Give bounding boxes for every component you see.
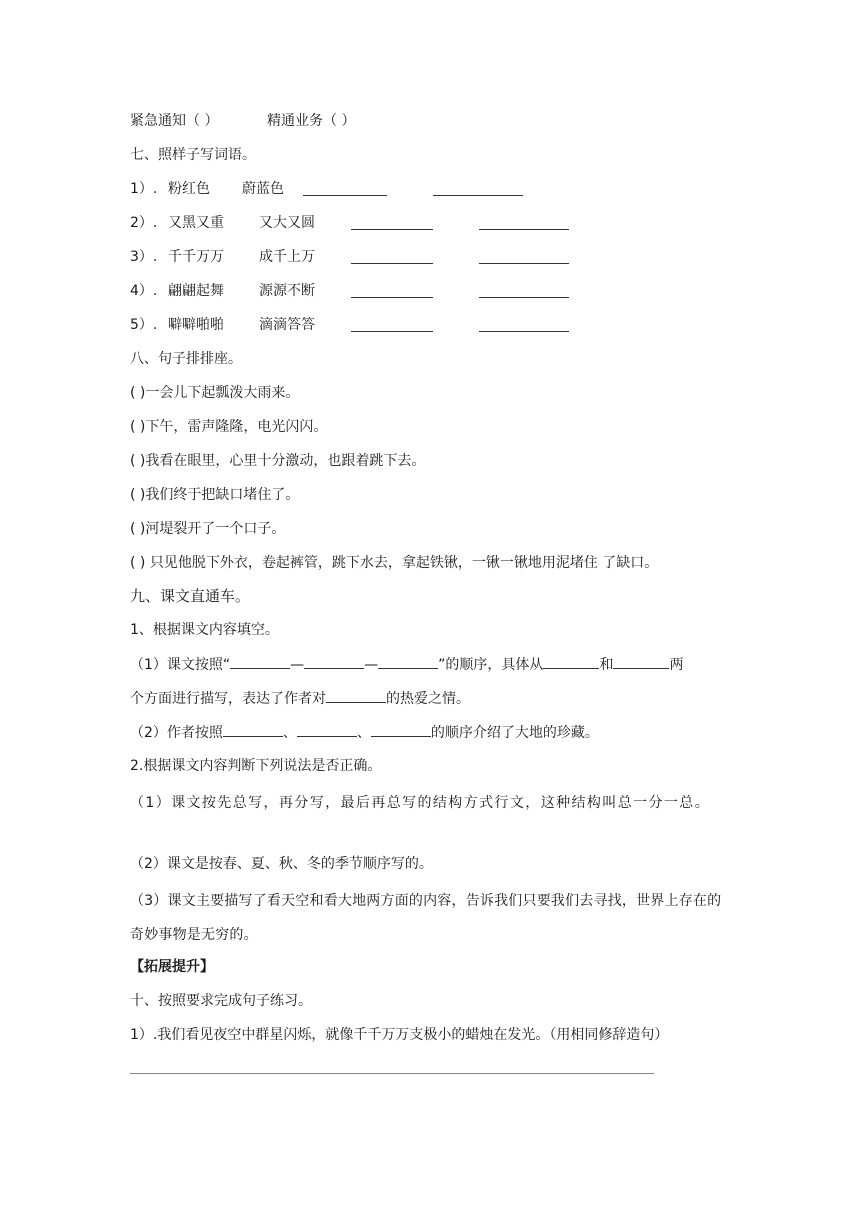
sentence-item: ( )我看在眼里，心里十分激动，也跟着跳下去。 xyxy=(130,453,426,469)
q1-1-text-d: 两 xyxy=(669,657,684,673)
answer-blank[interactable] xyxy=(351,297,433,298)
answer-blank[interactable] xyxy=(479,331,569,332)
section-10-title: 十、按照要求完成句子练习。 xyxy=(130,993,312,1009)
answer-blank[interactable] xyxy=(371,722,431,737)
sentence-item: ( )下午，雷声隆隆，电光闪闪。 xyxy=(130,419,328,435)
answer-blank[interactable] xyxy=(351,331,433,332)
answer-blank[interactable] xyxy=(479,263,569,264)
extension-heading: 【拓展提升】 xyxy=(130,959,214,975)
answer-blank[interactable] xyxy=(351,229,433,230)
q1-1-text-c: 和 xyxy=(599,657,614,673)
row-number: 1）. xyxy=(130,181,158,197)
answer-blank[interactable] xyxy=(326,688,386,703)
sentence-item: ( )一会儿下起瓢泼大雨来。 xyxy=(130,385,300,401)
answer-line[interactable] xyxy=(130,1073,654,1074)
q1-1-text-a: （1）课文按照“ xyxy=(130,657,231,673)
q1-1-text-e: 个方面进行描写，表达了作者对 xyxy=(130,691,326,707)
example-word-b: 蔚蓝色 xyxy=(242,181,284,197)
example-word-b: 滴滴答答 xyxy=(259,317,315,333)
example-word-a: 翩翩起舞 xyxy=(168,283,224,299)
example-word-a: 噼噼啪啪 xyxy=(168,317,224,333)
q1-item-1-line-2 xyxy=(130,688,470,709)
example-word-a: 又黑又重 xyxy=(168,215,224,231)
section-9-title: 九、课文直通车。 xyxy=(130,587,251,605)
example-word-a: 千千万万 xyxy=(168,249,224,265)
example-word-b: 源源不断 xyxy=(259,283,315,299)
q1-1-dash: — xyxy=(290,657,305,673)
answer-blank[interactable] xyxy=(613,654,669,669)
row-number: 2）. xyxy=(130,215,158,231)
q1-title: 1、根据课文内容填空。 xyxy=(130,622,279,638)
section-7-title: 七、照样子写词语。 xyxy=(130,147,256,163)
example-word-a: 粉红色 xyxy=(168,181,210,197)
example-word-b: 成千上万 xyxy=(259,249,315,265)
q1-item-1-line-1 xyxy=(130,654,683,675)
q1-2-text-a: （2）作者按照 xyxy=(130,725,223,741)
q1-2-text-b: 的顺序介绍了大地的珍藏。 xyxy=(430,725,599,741)
top-line-item-2: 精通业务（ ） xyxy=(267,113,356,129)
answer-blank[interactable] xyxy=(303,195,387,196)
answer-blank[interactable] xyxy=(304,654,364,669)
q2-item-1: （1）课文按先总写，再分写，最后再总写的结构方式行文，这种结构叫总一分一总。 xyxy=(130,795,711,811)
answer-blank[interactable] xyxy=(223,722,283,737)
answer-blank[interactable] xyxy=(378,654,438,669)
q2-item-3: （3）课文主要描写了看天空和看大地两方面的内容，告诉我们只要我们去寻找，世界上存在的奇妙事物是无穷的。 xyxy=(130,893,722,943)
sentence-item: ( )我们终于把缺口堵住了。 xyxy=(130,487,300,503)
q1-1-text-b: ”的顺序，具体从 xyxy=(438,657,544,673)
answer-blank[interactable] xyxy=(433,195,523,196)
answer-blank[interactable] xyxy=(543,654,599,669)
answer-blank[interactable] xyxy=(297,722,357,737)
answer-blank[interactable] xyxy=(351,263,433,264)
sentence-item: ( ) 只见他脱下外衣，卷起裤管，跳下水去，拿起铁锹，一锹一锹地用泥堵住 了缺口。 xyxy=(130,555,659,571)
q1-2-sep: 、 xyxy=(356,725,371,741)
q1-1-text-f: 的热爱之情。 xyxy=(386,691,470,707)
answer-blank[interactable] xyxy=(230,654,290,669)
row-number: 3）. xyxy=(130,249,158,265)
row-number: 5）. xyxy=(130,317,158,333)
section-8-title: 八、句子排排座。 xyxy=(130,351,242,367)
answer-blank[interactable] xyxy=(479,297,569,298)
section-10-question-1: 1）.我们看见夜空中群星闪烁，就像千千万万支极小的蜡烛在发光。（用相同修辞造句） xyxy=(130,1027,669,1043)
answer-blank[interactable] xyxy=(479,229,569,230)
top-line-item-1: 紧急通知（ ） xyxy=(130,113,219,129)
q2-title: 2.根据课文内容判断下列说法是否正确。 xyxy=(130,758,382,774)
sentence-item: ( )河堤裂开了一个口子。 xyxy=(130,521,286,537)
q1-1-dash: — xyxy=(364,657,379,673)
example-word-b: 又大又圆 xyxy=(259,215,315,231)
q1-2-sep: 、 xyxy=(282,725,297,741)
row-number: 4）. xyxy=(130,283,158,299)
q2-item-2: （2）课文是按春、夏、秋、冬的季节顺序写的。 xyxy=(130,856,433,872)
q1-item-2 xyxy=(130,722,599,743)
